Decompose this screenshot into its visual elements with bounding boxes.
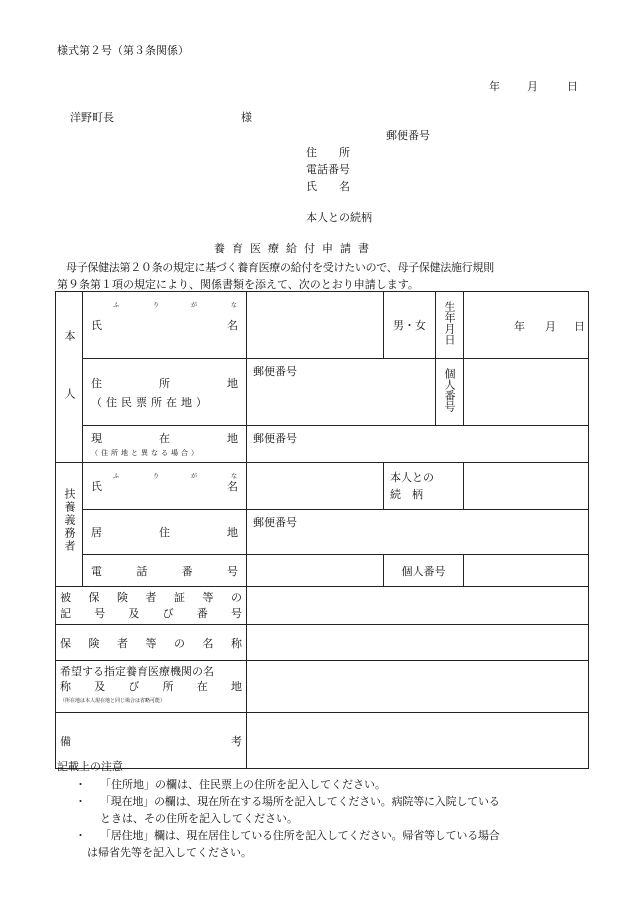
institution-label-cell — [56, 661, 247, 713]
residence-postal-label: 郵便番号 — [253, 516, 297, 529]
hihoken2-3: 及 — [128, 606, 140, 620]
kyojuu-3: 地 — [227, 526, 238, 539]
date-month-label: 月 — [527, 80, 538, 93]
current-location-field[interactable] — [247, 426, 589, 463]
hokensha-3: 者 — [117, 636, 128, 650]
notes-item-2-cont: ときは、その住所を記入してください。 — [100, 812, 298, 825]
genzai-2: 在 — [159, 432, 170, 445]
birth-year-label: 年 — [514, 320, 525, 333]
notes-item-2: 「現在地」の欄は、現在所在する場所を記入してください。病院等に入院している — [100, 795, 500, 808]
biko-2: 考 — [231, 734, 242, 748]
child-name-label-cell — [83, 292, 247, 359]
hokensha-6: 名 — [202, 636, 214, 650]
phone-label-cell — [83, 555, 247, 587]
kikan-note: （所在地は本人現在地と同じ場合は省略可能） — [60, 698, 166, 704]
birth-month-label: 月 — [545, 320, 556, 333]
birth-day-label: 日 — [574, 320, 585, 333]
relation-field[interactable] — [464, 463, 589, 510]
genzai-sub-label: （住所地と異なる場合） — [91, 449, 201, 457]
relation-label-cell — [384, 463, 464, 510]
applicant-address-label: 住 所 — [306, 146, 350, 159]
name-label-mei: 名 — [227, 319, 238, 332]
guardian-kojin-label: 個人番号 — [401, 564, 446, 578]
kyojuu-1: 居 — [91, 526, 102, 539]
insurer-field[interactable] — [247, 625, 589, 661]
form-number: 様式第２号（第３条関係） — [57, 44, 189, 57]
intro-line-1: 母子保健法第２０条の規定に基づく養育医療の給付を受けたいので、母子保健法施行規則 — [66, 261, 494, 274]
hokensha-4: 等 — [145, 636, 157, 650]
relation-label: 本人との — [390, 471, 434, 484]
genzai-3: 地 — [227, 432, 238, 445]
kikan2-2: 及 — [94, 680, 106, 693]
guardian-name-label-cell — [83, 463, 247, 510]
insurer-label-cell — [56, 625, 247, 661]
guardian-furigana-1: ふ — [113, 473, 120, 480]
name-label-shi: 氏 — [91, 319, 102, 332]
genzai-1: 現 — [91, 432, 102, 445]
notes-item-3: 「居住地」欄は、現在居住している住所を記入してください。帰省等している場合 — [100, 829, 500, 842]
guardian-name-field[interactable] — [247, 463, 384, 510]
guardian-name-mei: 名 — [227, 480, 238, 493]
insurance-field[interactable] — [247, 587, 589, 625]
hokensha-7: 称 — [231, 636, 242, 650]
current-postal-label: 郵便番号 — [253, 432, 297, 445]
kikan2-6: 地 — [230, 680, 242, 693]
kojin-label-cell — [436, 359, 464, 426]
birth-label-cell — [436, 292, 464, 359]
residence-field[interactable] — [247, 510, 589, 555]
guardian-furigana-4: な — [231, 473, 238, 480]
institution-field[interactable] — [247, 661, 589, 713]
address-postal-label: 郵便番号 — [253, 365, 297, 378]
kojin-label: 個人番号 — [443, 367, 456, 412]
hokensha-5: の — [174, 636, 185, 650]
biko-1: 備 — [60, 734, 71, 748]
applicant-relation-label: 本人との続柄 — [306, 211, 372, 224]
application-table — [55, 291, 589, 769]
honorific: 様 — [241, 111, 252, 124]
hihoken2-4: び — [162, 606, 174, 620]
hihoken2-5: 番 — [196, 606, 208, 620]
guardian-furigana-2: り — [153, 473, 160, 480]
fuyou-header — [56, 463, 83, 587]
kikan2-5: 在 — [196, 680, 208, 693]
applicant-name-label: 氏 名 — [306, 180, 350, 193]
hihoken-1: 被 — [60, 590, 71, 604]
relation-label-2: 続 柄 — [390, 488, 423, 501]
furigana-3: が — [191, 302, 198, 309]
insurance-label-cell — [56, 587, 247, 625]
child-name-field[interactable] — [247, 292, 384, 359]
fuyou-label: 扶養義務者 — [63, 488, 76, 553]
denwa-3: 番 — [181, 564, 193, 578]
guardian-name-shi: 氏 — [91, 480, 102, 493]
intro-line-2: 第９条第１項の規定により、関係書類を添えて、次のとおり申請します。 — [57, 278, 419, 291]
remarks-field[interactable] — [247, 713, 589, 769]
notes-bullet-1: ・ — [75, 778, 86, 791]
furigana-1: ふ — [113, 302, 120, 309]
honnin-label: 本 人 — [63, 329, 76, 417]
hihoken2-1: 記 — [60, 606, 71, 620]
notes-item-3-cont: は帰省先等を記入してください。 — [87, 846, 252, 859]
notes-item-1: 「住所地」の欄は、住民票上の住所を記入してください。 — [100, 778, 386, 791]
notes-bullet-3: ・ — [75, 829, 86, 842]
address-label-cell — [83, 359, 247, 426]
kikan2-1: 称 — [60, 680, 71, 693]
denwa-2: 話 — [136, 564, 148, 578]
hihoken-4: 者 — [145, 590, 157, 604]
address-field[interactable] — [247, 359, 436, 426]
juusho-3: 地 — [227, 376, 238, 390]
hihoken-5: 証 — [174, 590, 185, 604]
applicant-phone-label: 電話番号 — [306, 163, 350, 176]
birth-date-field[interactable] — [464, 292, 589, 359]
residence-label-cell — [83, 510, 247, 555]
date-day-label: 日 — [567, 80, 578, 93]
kikan-line-1: 希望する指定養育医療機関の名 — [60, 665, 214, 678]
phone-field[interactable] — [247, 555, 384, 587]
hokensha-1: 保 — [60, 636, 71, 650]
addressee: 洋野町長 — [70, 111, 114, 124]
notes-title: 記載上の注意 — [57, 760, 123, 773]
kyojuu-2: 住 — [159, 526, 170, 539]
hokensha-2: 険 — [88, 636, 100, 650]
juusho-1: 住 — [91, 376, 102, 390]
guardian-kojin-field[interactable] — [464, 555, 589, 587]
sex-label: 男・女 — [393, 319, 426, 332]
kojin-field[interactable] — [464, 359, 589, 426]
juusho-sub-label: （住民票所在地） — [91, 395, 211, 409]
juusho-2: 所 — [159, 376, 170, 390]
furigana-4: な — [231, 302, 238, 309]
notes-bullet-2: ・ — [75, 795, 86, 808]
hihoken-2: 保 — [88, 590, 100, 604]
applicant-postal-label: 郵便番号 — [386, 129, 430, 142]
kikan2-4: 所 — [162, 680, 174, 693]
hihoken2-2: 号 — [94, 606, 106, 620]
honnin-header — [56, 292, 83, 463]
furigana-2: り — [153, 302, 160, 309]
date-year-label: 年 — [489, 80, 500, 93]
birth-label: 生年月日 — [443, 300, 456, 345]
hihoken-7: の — [231, 590, 242, 604]
denwa-1: 電 — [91, 564, 102, 578]
sex-field[interactable] — [384, 292, 436, 359]
kikan2-3: び — [128, 680, 140, 693]
current-location-label-cell — [83, 426, 247, 463]
denwa-4: 号 — [226, 564, 238, 578]
form-title: 養育医療給付申請書 — [214, 242, 376, 255]
guardian-kojin-label-cell — [384, 555, 464, 587]
hihoken-3: 険 — [117, 590, 128, 604]
hihoken-6: 等 — [202, 590, 214, 604]
hihoken2-6: 号 — [230, 606, 242, 620]
guardian-furigana-3: が — [191, 473, 198, 480]
